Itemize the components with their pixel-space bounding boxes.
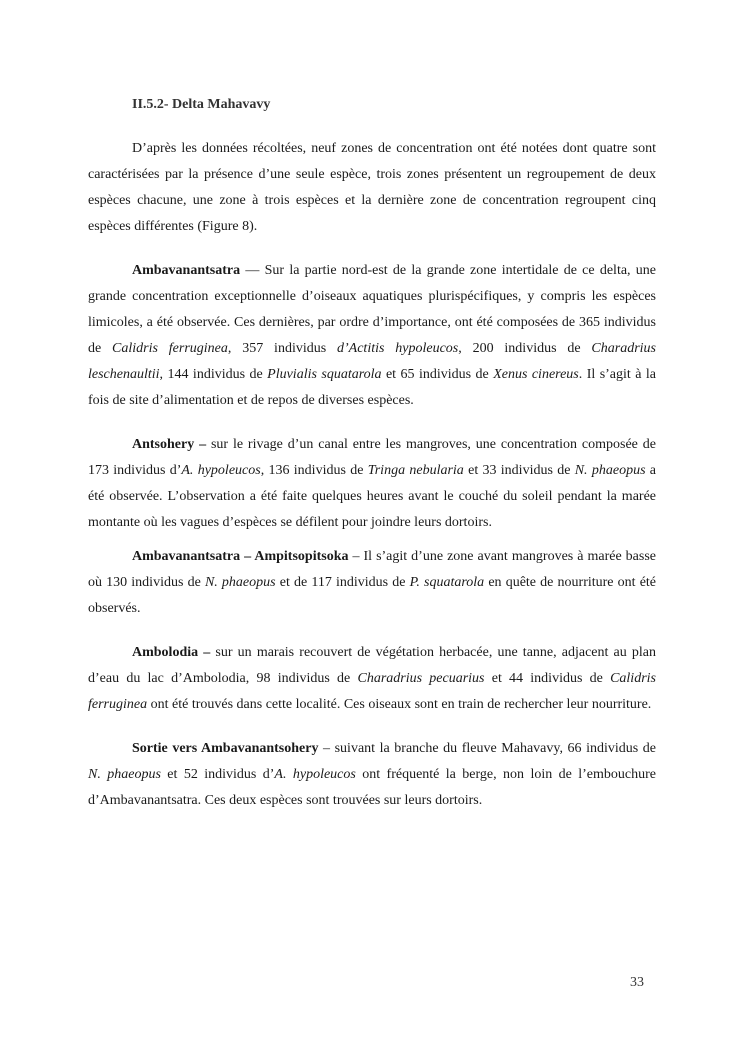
paragraph-ambolodia <box>88 640 656 718</box>
text-span: , 136 individus de <box>260 463 368 478</box>
paragraph-ampitsopitsoka <box>88 544 656 622</box>
paragraph-ambavanantsatra <box>88 258 656 414</box>
species-name: Calidris ferruginea <box>88 671 656 712</box>
text-span: . Il s’agit à la fois de site d’alimentation et de repos de diverses espèces. <box>88 367 657 408</box>
intro-paragraph: D’après les données récoltées, neuf zones de concentration ont été notées dont quatre sont caractérisées par la présence d’une seule espèce, trois zones présentent un regroupement de deux espèces chacune, une zone à trois espèces et la dernière zone de concentration regroupent cinq espèces différentes (Figure 8). <box>88 141 656 234</box>
species-name: Xenus cinereus <box>493 367 579 382</box>
species-name: Calidris ferruginea <box>112 341 228 356</box>
species-name: d’Actitis hypoleucos <box>337 341 459 356</box>
species-name: Charadrius leschenaultii <box>88 341 656 382</box>
text-span: et 52 individus d’ <box>160 767 275 782</box>
text-span: sur un marais recouvert de végétation herbacée, une tanne, adjacent au plan d’eau du lac d’Ambolodia, 98 individus de <box>88 645 657 686</box>
text-span: , 144 individus de <box>159 367 268 382</box>
species-name: N. phaeopus <box>574 463 646 478</box>
page-number: 33 <box>630 975 644 990</box>
text-span: et 65 individus de <box>381 367 494 382</box>
text-span: , 200 individus de <box>458 341 592 356</box>
text-span: en quête de nourriture ont été observés. <box>88 575 657 616</box>
text-span: et 33 individus de <box>463 463 575 478</box>
site-title: Ambavanantsatra <box>132 263 241 278</box>
species-name: P. squatarola <box>409 575 485 590</box>
text-span: a été observée. L’observation a été faite quelques heures avant le couché du soleil pendant la marée montante où les vagues d’espèces se défilent pour joindre leurs dortoirs. <box>88 463 657 530</box>
site-title: Antsohery – <box>132 437 207 452</box>
species-name: A. hypoleucos <box>274 767 356 782</box>
text-span: – Il s’agit d’une zone avant mangroves à marée basse où 130 individus de <box>88 549 657 590</box>
species-name: Pluvialis squatarola <box>267 367 382 382</box>
species-name: Tringa nebularia <box>367 463 464 478</box>
paragraph-antsohery <box>88 432 656 536</box>
paragraph-ambavanantsohery <box>88 736 656 814</box>
document-page <box>88 96 656 814</box>
species-name: A. hypoleucos <box>181 463 261 478</box>
text-span: et de 117 individus de <box>275 575 410 590</box>
text-span: ont été trouvés dans cette localité. Ces oiseaux sont en train de rechercher leur nourriture. <box>147 697 652 712</box>
species-name: N. phaeopus <box>88 767 161 782</box>
site-title: Ambolodia – <box>132 645 211 660</box>
species-name: N. phaeopus <box>204 575 276 590</box>
text-span: , 357 individus <box>227 341 337 356</box>
text-span: ont fréquenté la berge, non loin de l’embouchure d’Ambavanantsatra. Ces deux espèces sont trouvées sur leurs dortoirs. <box>88 767 656 808</box>
text-span: Sur la partie nord-est de la grande zone intertidale de ce delta, une grande concentration exceptionnelle d’oiseaux aquatiques plurispécifiques, y compris les espèces limicoles, a été observée. Ces dernières, par ordre d’importance, ont été composées de 365 individus de <box>88 263 657 356</box>
section-heading: II.5.2- Delta Mahavavy <box>132 97 271 112</box>
species-name: Charadrius pecuarius <box>357 671 485 686</box>
text-span: – suivant la branche du fleuve Mahavavy, 66 individus de <box>318 741 656 756</box>
text-span: et 44 individus de <box>484 671 611 686</box>
site-title: Sortie vers Ambavanantsohery <box>132 741 319 756</box>
text-span: — <box>240 263 265 278</box>
text-span: sur le rivage d’un canal entre les mangroves, une concentration composée de 173 individus d’ <box>88 437 656 478</box>
site-title: Ambavanantsatra – Ampitsopitsoka <box>132 549 349 564</box>
